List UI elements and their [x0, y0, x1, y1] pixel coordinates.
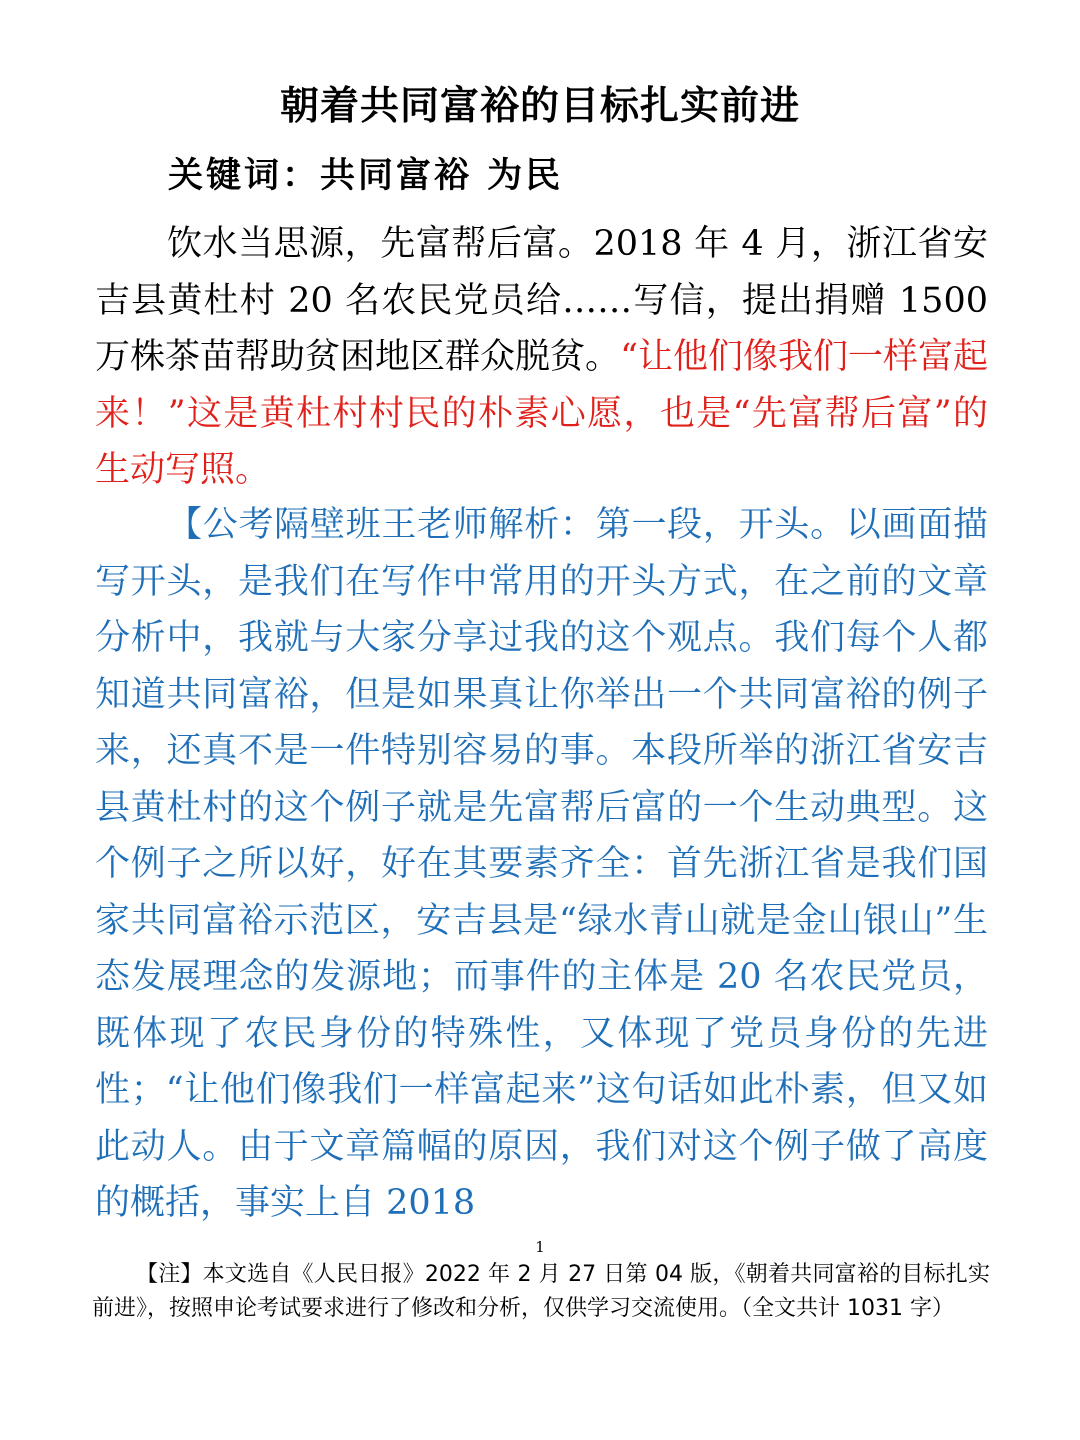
paragraph-intro-text: 饮水当思源，先富帮后富。2018 年 4 月，浙江省安吉县黄杜村 20 名农民党员给……写信，提出捐赠 1500 万株茶苗帮助贫困地区群众脱贫。 — [95, 224, 988, 377]
paragraph-intro-highlight: “让他们像我们一样富起来！”这是黄杜村村民的朴素心愿，也是“先富帮后富”的生动写照。 — [95, 337, 988, 490]
page-title: 朝着共同富裕的目标扎实前进 — [279, 83, 800, 129]
keywords-line: 关键词：共同富裕 为民 — [168, 155, 564, 196]
analysis-paragraph: 【公考隔壁班王老师解析：第一段，开头。以画面描写开头，是我们在写作中常用的开头方式，在之前的文章分析中，我就与大家分享过我的这个观点。我们每个人都知道共同富裕，但是如果真让你举出一个共同富裕的例子来，还真不是一件特别容易的事。本段所举的浙江省安吉县黄杜村的这个例子就是先富帮后富的一个生动典型。这个例子之所以好，好在其要素齐全：首先浙江省是我们国家共同富裕示范区，安吉县是“绿水青山就是金山银山”生态发展理念的发源地；而事件的主体是 20 名农民党员，既体现了农民身份的特殊性，又体现了党员身份的先进性；“让他们像我们一样富起来”这句话如此朴素，但又如此动人。由于文章篇幅的原因，我们对这个例子做了高度的概括，事实上自 2018 — [95, 505, 988, 1223]
paragraph-intro — [95, 216, 988, 499]
footnote: 【注】本文选自《人民日报》2022 年 2 月 27 日第 04 版，《朝着共同富裕的目标扎实前进》，按照申论考试要求进行了修改和分析，仅供学习交流使用。（全文共计 1031 字） — [92, 1262, 990, 1321]
page-number: 1 — [535, 1238, 545, 1256]
